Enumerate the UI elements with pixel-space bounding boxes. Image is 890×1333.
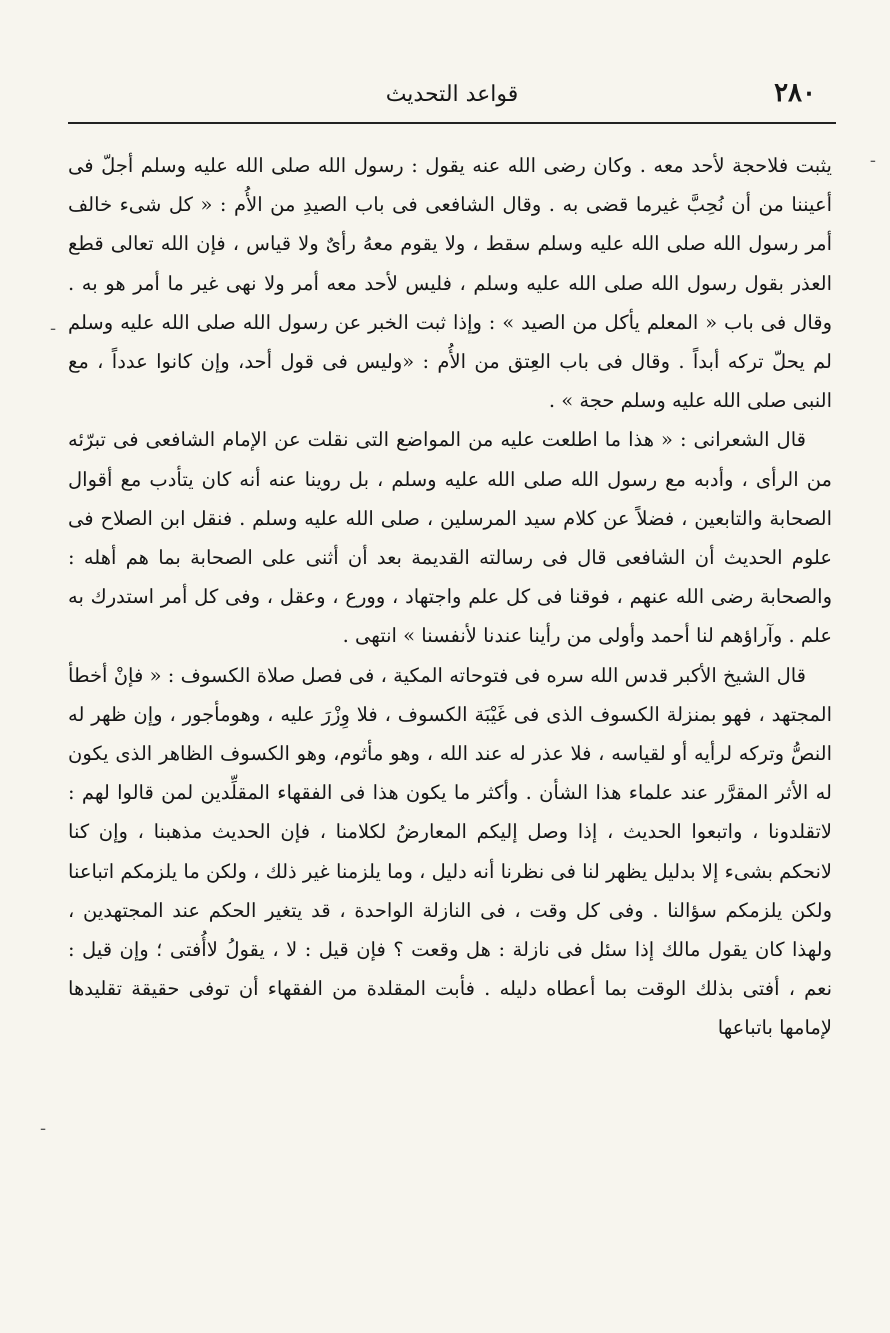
margin-mark: - <box>869 150 876 171</box>
paragraph: يثبت فلاحجة لأحد معه . وكان رضى الله عنه يقول : رسول الله صلى الله عليه وسلم أجلّ فى أعيننا من أن نُحِبَّ غيرما قضى به . وقال الشافعى فى باب الصيدِ من الأُم : « كل شىء خالف أمر رسول الله صلى الله عليه وسلم سقط ، ولا يقوم معهُ رأىٌ ولا قياس ، فإن الله تعالى قطع العذر بقول رسول الله صلى الله عليه وسلم ، فليس لأحد معه أمر ولا نهى غير ما أمر هو به . وقال فى باب « المعلم يأكل من الصيد » : وإذا ثبت الخبر عن رسول الله صلى الله عليه وسلم لم يحلّ تركه أبداً . وقال فى باب العِتق من الأُم : «وليس فى قول أحد، وإن كانوا عدداً ، مع النبى صلى الله عليه وسلم حجة » . <box>68 154 832 413</box>
paragraph: قال الشعرانى : « هذا ما اطلعت عليه من المواضع التى نقلت عن الإمام الشافعى فى تبرّئه من الرأى ، وأدبه مع رسول الله صلى الله عليه وسلم ، بل روينا عنه أنه كان يتأدب مع أقوال الصحابة والتابعين ، فضلاً عن كلام سيد المرسلين ، صلى الله عليه وسلم . فنقل ابن الصلاح فى علوم الحديث أن الشافعى قال فى رسالته القديمة بعد أن أثنى على الصحابة بما هم أهله : والصحابة رضى الله عنهم ، فوقنا فى كل علم واجتهاد ، وورع ، وعقل ، وفى كل أمر استدرك به علم . وآراؤهم لنا أحمد وأولى من رأينا عندنا لأنفسنا » انتهى . <box>68 428 832 648</box>
margin-mark: - <box>50 318 57 339</box>
margin-mark: - <box>40 1118 47 1139</box>
page-number: ٢٨٠ <box>774 78 816 108</box>
body-text <box>68 146 832 1048</box>
page-header <box>68 70 836 124</box>
running-title: قواعد التحديث <box>385 82 519 107</box>
paragraph: قال الشيخ الأكبر قدس الله سره فى فتوحاته المكية ، فى فصل صلاة الكسوف : « فإنْ أخطأ المجتهد ، فهو بمنزلة الكسوف الذى فى غَيْبَة الكسوف ، فلا وِزْرَ عليه ، وهومأجور ، وإن ظهر له النصُّ وتركه لرأيه أو لقياسه ، فلا عذر له عند الله ، وهو مأثوم، وهو الكسوف الظاهر الذى يكون له الأثر المقرَّر عند علماء هذا الشأن . وأكثر ما يكون هذا فى الفقهاء المقلِّدين لمن قالوا لهم : لاتقلدونا ، واتبعوا الحديث ، إذا وصل إليكم المعارضُ لكلامنا ، فإن الحديث مذهبنا ، وإن كنا لانحكم بشىء إلا بدليل يظهر لنا فى نظرنا أنه دليل ، وما يلزمنا غير ذلك ، ولكن ما يلزمكم اتباعنا ولكن يلزمكم سؤالنا . وفى كل وقت ، فى النازلة الواحدة ، قد يتغير الحكم عند المجتهدين ، ولهذا كان يقول مالك إذا سئل فى نازلة : هل وقعت ؟ فإن قيل : لا ، يقولُ لاأُفتى ؛ وإن قيل : نعم ، أفتى بذلك الوقت بما أعطاه دليله . فأبت المقلدة من الفقهاء أن توفى حقيقة تقليدها لإمامها باتباعها <box>68 663 832 1040</box>
